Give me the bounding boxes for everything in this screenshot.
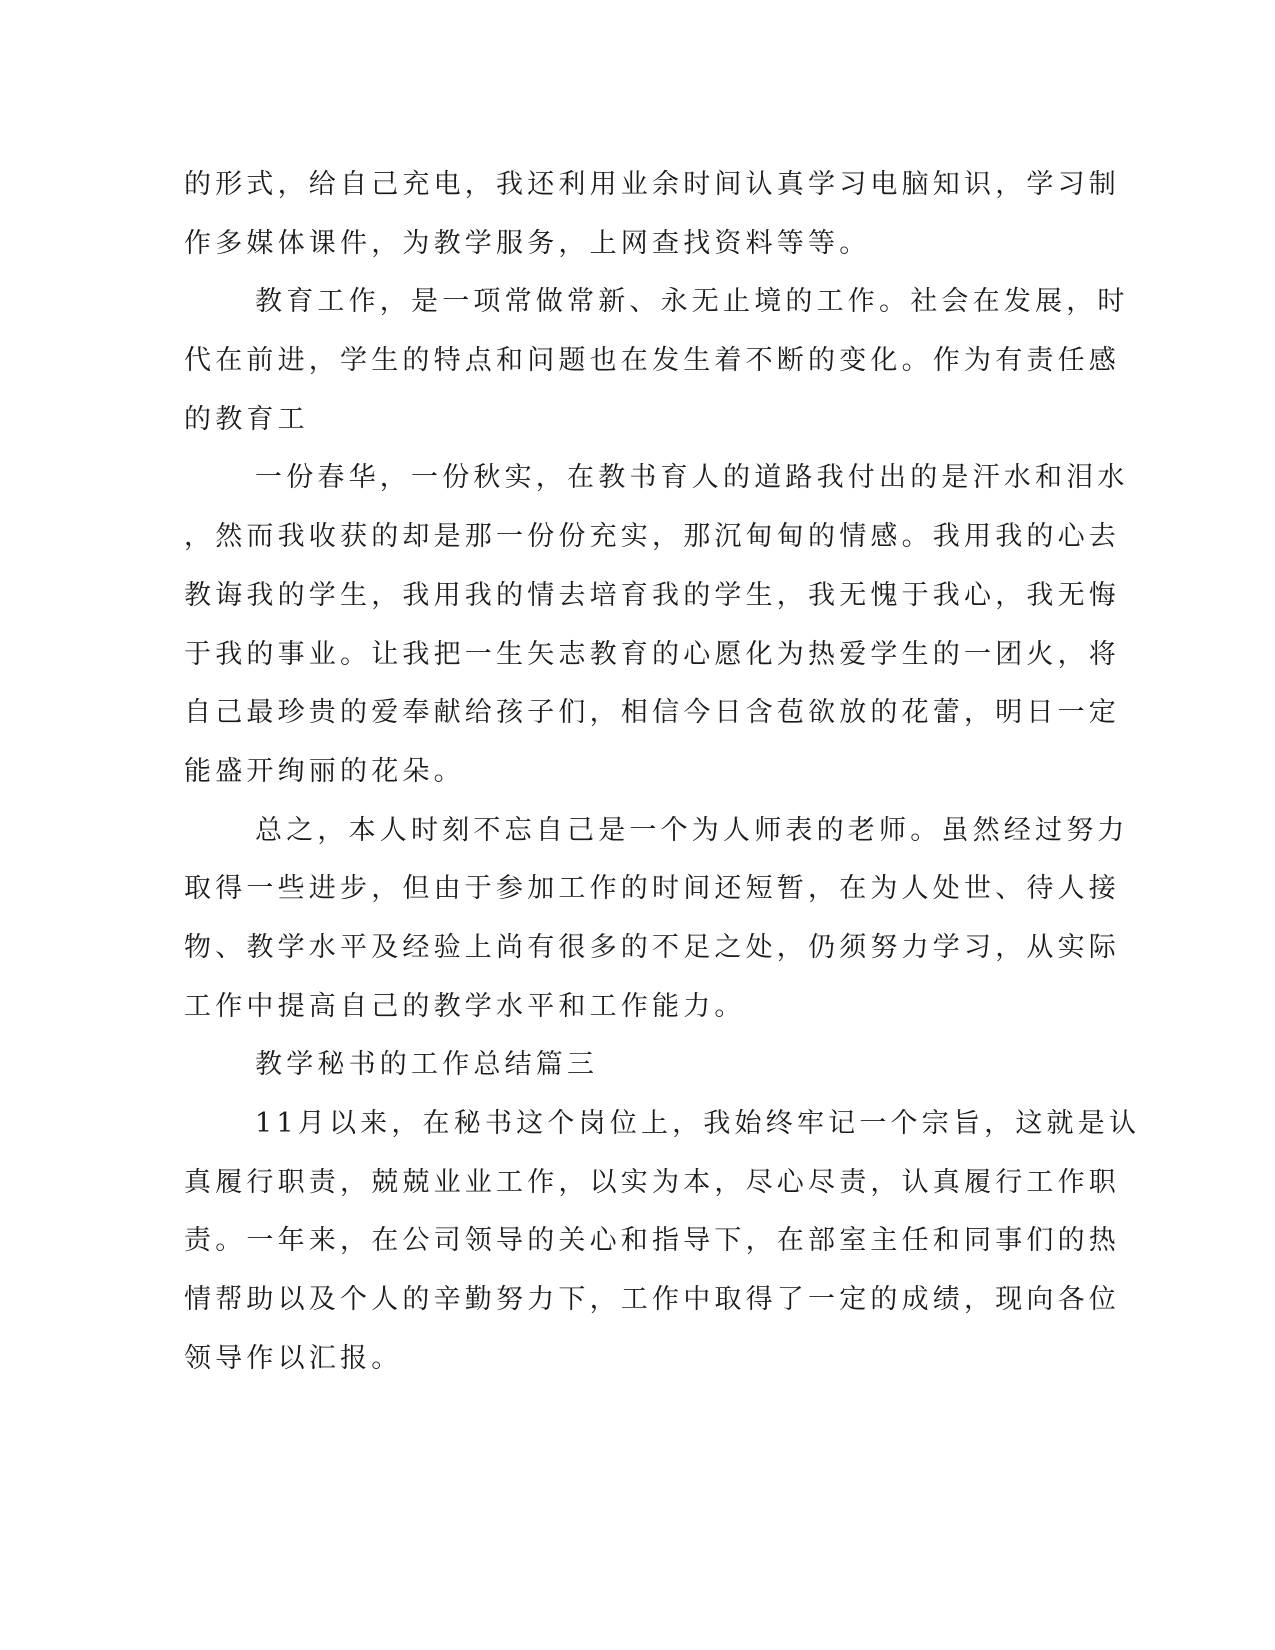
text-line: 情帮助以及个人的辛勤努力下，工作中取得了一定的成绩，现向各位 xyxy=(184,1284,1120,1316)
text-line: 领导作以汇报。 xyxy=(184,1342,403,1374)
text-line: 工作中提高自己的教学水平和工作能力。 xyxy=(184,990,746,1022)
document-body xyxy=(184,156,1141,1388)
text-line: 于我的事业。让我把一生矢志教育的心愿化为热爱学生的一团火，将 xyxy=(184,638,1120,670)
text-line: 代在前进，学生的特点和问题也在发生着不断的变化。作为有责任感 xyxy=(184,345,1120,377)
paragraph-start: 教育工作，是一项常做常新、永无止境的工作。社会在发展，时 xyxy=(255,286,1129,318)
paragraph-start: 11月以来，在秘书这个岗位上，我始终牢记一个宗旨，这就是认 xyxy=(255,1108,1141,1139)
text-line: ，然而我收获的却是那一份份充实，那沉甸甸的情感。我用我的心去 xyxy=(184,521,1120,553)
text-line: 能盛开绚丽的花朵。 xyxy=(184,755,465,787)
text-line: 教诲我的学生，我用我的情去培育我的学生，我无愧于我心，我无悔 xyxy=(184,579,1120,611)
text-line: 作多媒体课件，为教学服务，上网查找资料等等。 xyxy=(184,227,871,259)
paragraph-start: 总之，本人时刻不忘自己是一个为人师表的老师。虽然经过努力 xyxy=(255,814,1129,846)
text-line: 取得一些进步，但由于参加工作的时间还短暂，在为人处世、待人接 xyxy=(184,873,1120,905)
text-line: 责。一年来，在公司领导的关心和指导下，在部室主任和同事们的热 xyxy=(184,1225,1120,1257)
section-heading: 教学秘书的工作总结篇三 xyxy=(255,1049,599,1081)
paragraph-start: 一份春华，一份秋实，在教书育人的道路我付出的是汗水和泪水 xyxy=(255,462,1129,494)
text-line: 物、教学水平及经验上尚有很多的不足之处，仍须努力学习，从实际 xyxy=(184,931,1120,963)
text-line: 真履行职责，兢兢业业工作，以实为本，尽心尽责，认真履行工作职 xyxy=(184,1166,1120,1198)
text-line: 的形式，给自己充电，我还利用业余时间认真学习电脑知识，学习制 xyxy=(184,169,1120,200)
text-line: 自己最珍贵的爱奉献给孩子们，相信今日含苞欲放的花蕾，明日一定 xyxy=(184,697,1120,729)
text-line: 的教育工 xyxy=(184,403,309,435)
